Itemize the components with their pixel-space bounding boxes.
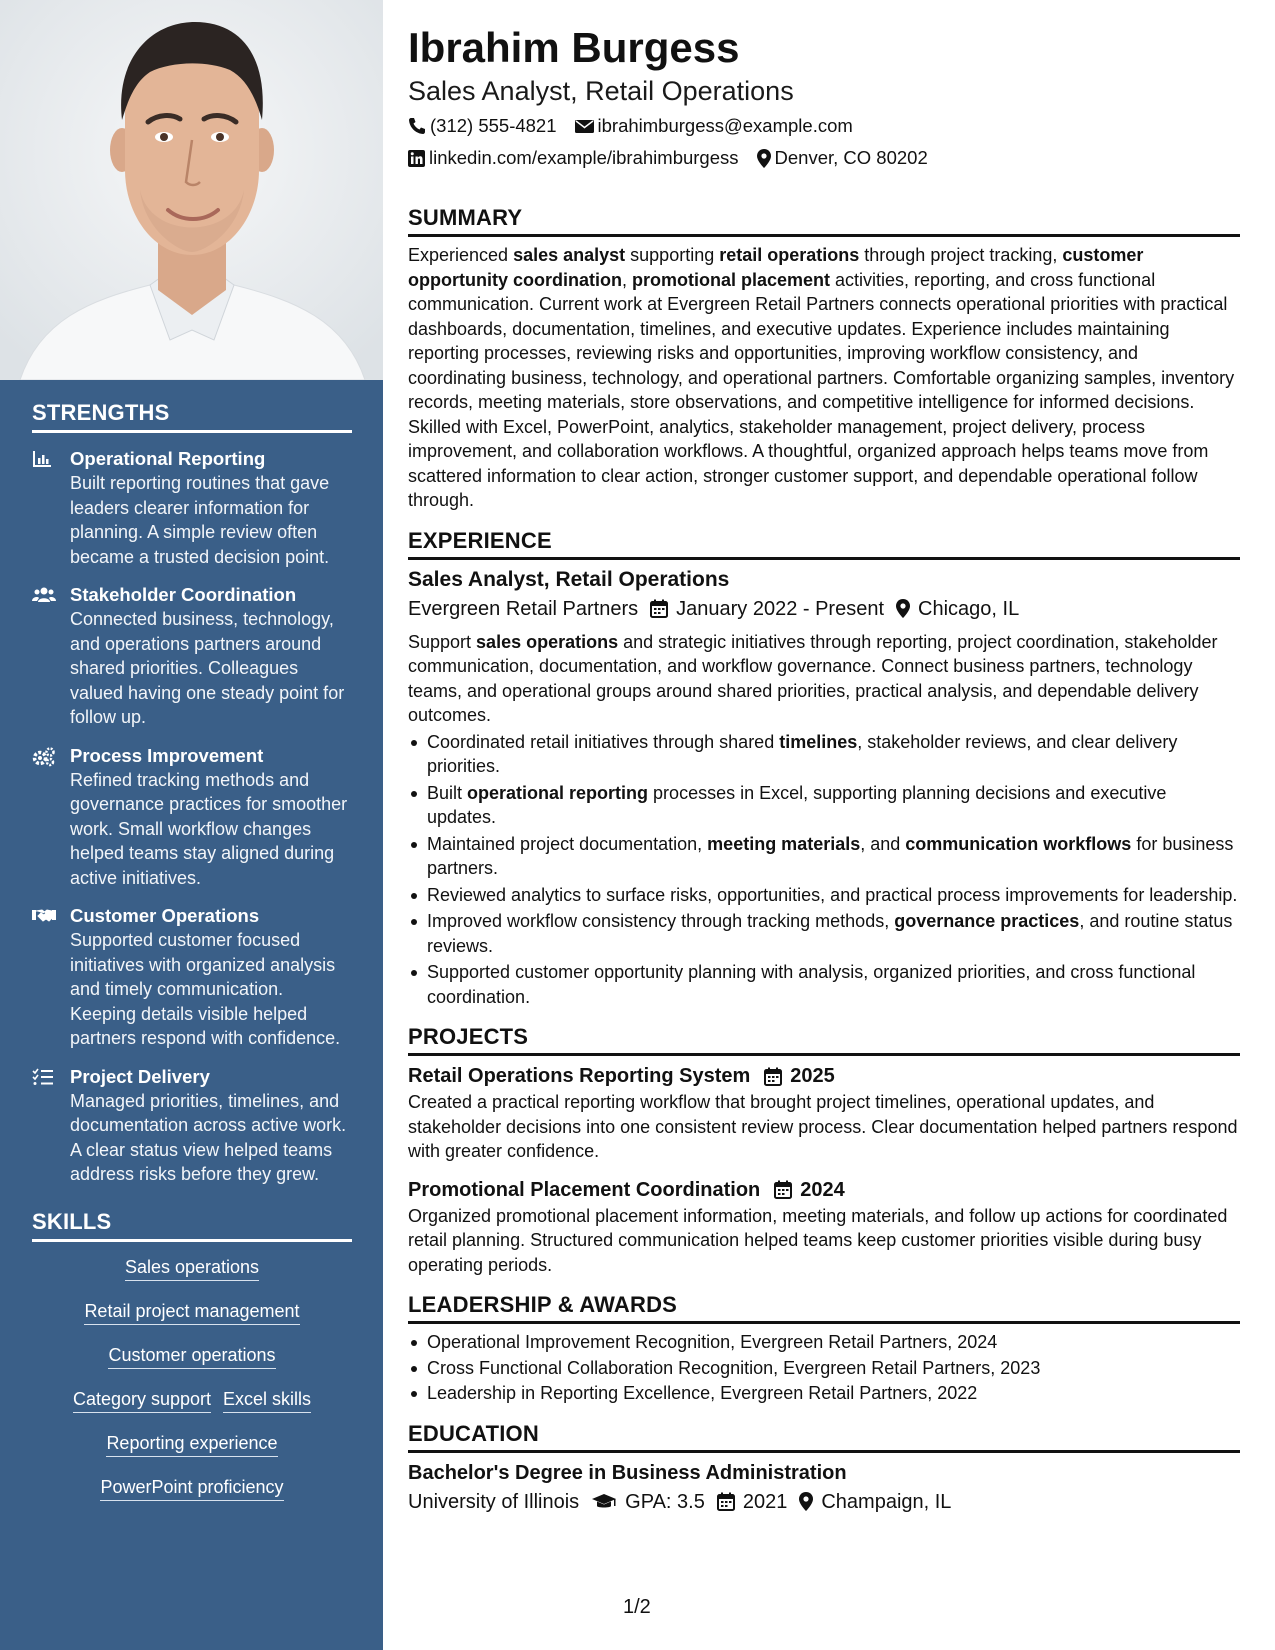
list-item: Coordinated retail initiatives through shared timelines, stakeholder reviews, and clear delivery priorities. (408, 730, 1240, 779)
strength-desc: Managed priorities, timelines, and documentation across active work. A clear status view helped teams address risks before they grew. (70, 1090, 347, 1184)
skill-tag: PowerPoint proficiency (100, 1476, 283, 1501)
summary-text: Experienced sales analyst supporting retail operations through project tracking, customer opportunity coordination, promotional placement activities, reporting, and cross functional communication. Current work at Evergreen Retail Partners connects operational priorities with practical dashboards, documentation, timelines, and executive updates. Experience includes maintaining reporting processes, reviewing risks and opportunities, improving workflow consistency, and coordinating business, technology, and operational partners. Comfortable organizing samples, inventory records, meeting materials, store observations, and competitive intelligence for informed decisions. Skilled with Excel, PowerPoint, analytics, stakeholder management, project delivery, process improvement, and collaboration workflows. A thoughtful, organized approach helps teams move from scattered information to clear action, stronger customer support, and dependable operational follow through. (408, 245, 1235, 510)
phone-number[interactable]: (312) 555-4821 (430, 115, 557, 136)
skills-heading: SKILLS (32, 1209, 352, 1242)
project-year: 2024 (800, 1178, 845, 1201)
page-number: 1/2 (623, 1596, 651, 1618)
skill-tag: Excel skills (223, 1388, 311, 1413)
strength-item (32, 1065, 352, 1187)
skill-tag: Reporting experience (106, 1432, 277, 1457)
awards-section (408, 1291, 1240, 1406)
email-link[interactable]: ibrahimburgess@example.com (597, 115, 853, 136)
contact-row-1 (408, 110, 1240, 142)
strength-title: Operational Reporting (70, 448, 266, 469)
school-location: Champaign, IL (821, 1490, 952, 1513)
checklist-icon (32, 1065, 70, 1187)
list-item: Supported customer opportunity planning with analysis, organized priorities, and cross functional coordination. (408, 960, 1240, 1009)
skills-list (32, 1256, 352, 1501)
list-item: Reviewed analytics to surface risks, opportunities, and practical process improvements for leadership. (408, 883, 1240, 908)
summary-section (408, 204, 1240, 513)
strengths-heading: STRENGTHS (32, 400, 352, 433)
sidebar (0, 0, 383, 1650)
list-item: Built operational reporting processes in Excel, supporting planning decisions and executive updates. (408, 781, 1240, 830)
project-desc: Created a practical reporting workflow that brought project timelines, operational updates, and stakeholder decisions into one consistent review process. Clear documentation helped partners respond with greater confidence. (408, 1092, 1238, 1161)
experience-heading: EXPERIENCE (408, 527, 1240, 560)
calendar-icon (650, 599, 668, 618)
strength-desc: Built reporting routines that gave leaders clearer information for planning. A simple review often became a trusted decision point. (70, 473, 330, 567)
strength-item (32, 583, 352, 730)
job-meta (408, 594, 1240, 624)
linkedin-icon (408, 150, 425, 167)
project-name: Retail Operations Reporting System (408, 1065, 751, 1087)
strength-item (32, 904, 352, 1051)
profile-photo (0, 0, 383, 380)
skill-tag: Category support (73, 1388, 211, 1413)
job-location: Chicago, IL (918, 597, 1020, 620)
portrait-image (0, 0, 383, 380)
location-text: Denver, CO 80202 (774, 147, 928, 168)
education-heading: EDUCATION (408, 1420, 1240, 1453)
project-year: 2025 (790, 1065, 835, 1087)
gpa: GPA: 3.5 (625, 1490, 705, 1513)
gears-icon (32, 744, 70, 891)
job-intro: Support sales operations and strategic initiatives through reporting, project coordination, stakeholder communication, documentation, and workflow governance. Connect business partners, technology teams, and operational groups around shared priorities, practical analysis, and dependable delivery outcomes. (408, 631, 1218, 725)
school-name: University of Illinois (408, 1490, 580, 1513)
project-title (408, 1062, 1240, 1090)
strength-desc: Supported customer focused initiatives with organized analysis and timely communication. Keeping details visible helped partners respond with confidence. (70, 930, 341, 1048)
education-section (408, 1420, 1240, 1517)
company-name: Evergreen Retail Partners (408, 597, 639, 620)
strength-title: Project Delivery (70, 1065, 210, 1087)
strength-item (32, 447, 352, 569)
bar-chart-icon (32, 447, 70, 569)
summary-heading: SUMMARY (408, 204, 1240, 237)
envelope-icon (575, 119, 594, 134)
awards-heading: LEADERSHIP & AWARDS (408, 1291, 1240, 1324)
list-item: Operational Improvement Recognition, Evergreen Retail Partners, 2024 (408, 1330, 1240, 1355)
linkedin-link[interactable]: linkedin.com/example/ibrahimburgess (429, 147, 739, 168)
strength-desc: Connected business, technology, and operations partners around shared priorities. Colleagues valued having one steady point for follow up. (70, 609, 345, 727)
list-item: Cross Functional Collaboration Recognition, Evergreen Retail Partners, 2023 (408, 1356, 1240, 1381)
strength-desc: Refined tracking methods and governance practices for smoother work. Small workflow changes helped teams stay aligned during active initiatives. (70, 769, 348, 888)
map-pin-icon (896, 599, 910, 618)
calendar-icon (764, 1067, 782, 1086)
project-desc: Organized promotional placement information, meeting materials, and follow up actions for coordinated retail planning. Structured communication helped teams keep customer priorities visible during busy operating periods. (408, 1205, 1228, 1275)
project-name: Promotional Placement Coordination (408, 1178, 761, 1201)
job-title: Sales Analyst, Retail Operations (408, 567, 730, 591)
contact-row-2 (408, 142, 1240, 174)
handshake-icon (32, 904, 70, 1051)
experience-section (408, 527, 1240, 1010)
skill-tag: Customer operations (108, 1344, 275, 1369)
sidebar-content (32, 400, 352, 1520)
job-dates: January 2022 - Present (676, 597, 885, 620)
phone-icon (408, 117, 426, 135)
strength-title: Customer Operations (70, 905, 260, 926)
projects-section (408, 1023, 1240, 1277)
graduation-cap-icon (591, 1493, 617, 1511)
list-item: Improved workflow consistency through tracking methods, governance practices, and routine status reviews. (408, 909, 1240, 958)
skill-tag: Retail project management (84, 1300, 299, 1325)
strength-item (32, 744, 352, 891)
list-item: Leadership in Reporting Excellence, Evergreen Retail Partners, 2022 (408, 1381, 1240, 1406)
calendar-icon (774, 1180, 792, 1199)
main-content (408, 22, 1240, 1523)
candidate-name: Ibrahim Burgess (408, 24, 740, 71)
strength-title: Stakeholder Coordination (70, 584, 297, 605)
map-pin-icon (757, 149, 771, 168)
strength-title: Process Improvement (70, 744, 264, 766)
awards-list (408, 1330, 1240, 1406)
calendar-icon (717, 1492, 735, 1511)
candidate-title: Sales Analyst, Retail Operations (408, 76, 794, 106)
project-title (408, 1176, 1240, 1204)
skill-tag: Sales operations (125, 1256, 259, 1281)
job-bullets (408, 730, 1240, 1010)
map-pin-icon (799, 1492, 813, 1511)
education-meta (408, 1487, 1240, 1517)
degree-title: Bachelor's Degree in Business Administration (408, 1461, 847, 1484)
graduation-year: 2021 (742, 1490, 788, 1513)
projects-heading: PROJECTS (408, 1023, 1240, 1056)
list-item: Maintained project documentation, meeting materials, and communication workflows for business partners. (408, 832, 1240, 881)
users-icon (32, 583, 70, 730)
